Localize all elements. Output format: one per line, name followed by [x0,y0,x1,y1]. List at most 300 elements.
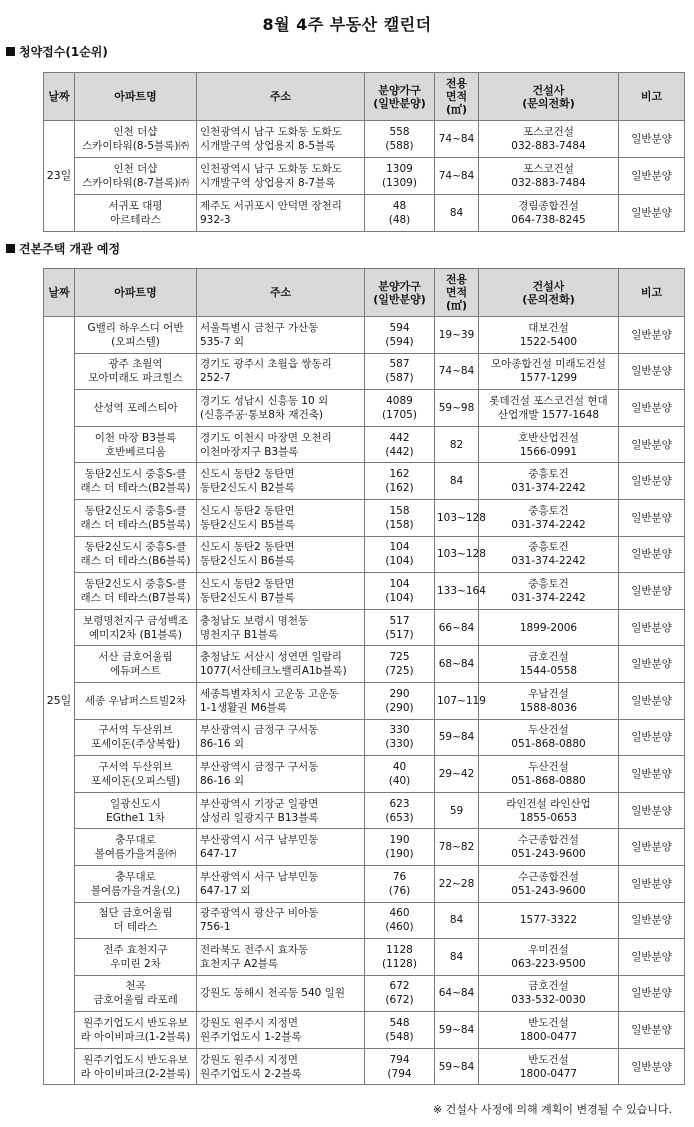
text-line: EGthe1 1차 [106,811,165,824]
text-line: 672 [389,980,410,993]
text-line: (1128) [382,957,417,970]
area-cell [435,902,479,939]
text-line: 051-868-0880 [511,774,586,787]
section-heading-text: 청약접수(1순위) [19,45,108,59]
text-line: 1-1생활권 M6블록 [200,701,287,714]
table-row [44,317,685,354]
table-row [44,609,685,646]
text-line: 래스 더 테라스(B5블록) [80,518,191,531]
note-cell [619,865,685,902]
apartment-name-cell [75,195,197,232]
builder-cell [479,792,619,829]
note-cell [619,609,685,646]
text-line: 포스코건설 [523,126,574,138]
units-cell [365,158,435,195]
text-line: 일반분양 [631,365,672,378]
text-line: G밸리 하우스디 어반 [87,321,184,334]
builder-cell [479,609,619,646]
units-cell [365,646,435,683]
note-cell [619,719,685,756]
text-line: 두산건설 [528,724,569,737]
apartment-name-cell [75,536,197,573]
text-line: 548 [389,1017,410,1030]
text-line: 033-532-0030 [511,994,586,1007]
text-line: 647-17 [200,848,238,861]
text-line: (오피스텔) [111,335,160,348]
text-line: 더 테라스 [113,921,158,934]
text-line: 330 [389,724,410,737]
text-line: (40) [388,774,411,787]
apartment-name-cell [75,158,197,195]
units-cell [365,1048,435,1085]
text-line: 산성역 포레스티아 [93,401,178,414]
builder-cell [479,390,619,427]
text-line: (일반분양) [373,96,426,110]
text-line: 볼여름가을겨울(오) [90,884,181,897]
builder-header [479,269,619,317]
text-line: 부산광역시 기장군 일광면 [200,797,319,810]
note-cell [619,682,685,719]
apartment-name-cell [75,573,197,610]
text-line: 인천광역시 남구 도화동 도화도 [200,126,342,138]
table-row [44,121,685,158]
units-cell [365,463,435,500]
apartment-name-cell [75,609,197,646]
text-line: 일반분양 [631,731,672,744]
text-line: 첨단 금호어울림 [98,907,173,920]
text-line: 경기도 이천시 마장면 오천리 [200,431,332,444]
note-cell [619,121,685,158]
text-line: 인천 더샵 [113,126,158,138]
header-row [44,73,685,121]
text-line: 구서역 두산위브 [98,724,173,737]
square-bullet-icon [6,244,15,253]
text-line: (672) [385,994,414,1007]
text-line: 051-868-0880 [511,738,586,751]
table-row [44,463,685,500]
text-line: 063-223-9500 [511,957,586,970]
apartment-name-header [75,73,197,121]
text-line: 932-3 [200,214,231,226]
note-cell [619,1048,685,1085]
text-line: 558 [389,126,410,138]
date-cell: 23일 [44,121,75,232]
text-line: 일반분양 [631,328,672,341]
text-line: 290 [389,687,410,700]
date-header [44,269,75,317]
text-line: 금호어울림 라포레 [93,994,178,1007]
table-row [44,353,685,390]
text-line: 일반분양 [631,950,672,963]
text-line: 일반분양 [631,511,672,524]
text-line: 원주기업도시 반도유보 [83,1017,188,1030]
text-line: 호반베르디움 [105,445,166,458]
model-house-table [43,268,685,1085]
area-cell [435,463,479,500]
text-line: 스카이타워(8-7블록)㈜ [82,177,189,189]
apartment-name-cell [75,975,197,1012]
text-line: 594 [389,321,410,334]
text-line: 아르테라스 [110,214,161,226]
table-row [44,975,685,1012]
text-line: 133~164 [437,584,486,597]
text-line: 일반분양 [631,133,672,145]
apartment-name-cell [75,902,197,939]
table-row [44,573,685,610]
text-line: (1309) [382,177,417,189]
note-cell [619,792,685,829]
text-line: 래스 더 테라스(B6블록) [80,555,191,568]
text-line: 587 [389,358,410,371]
text-line: (㎡) [445,103,468,116]
text-line: 강원도 동해시 천곡동 540 일원 [200,987,345,1000]
text-line: 29~42 [438,767,475,780]
units-cell [365,829,435,866]
builder-cell [479,499,619,536]
text-line: (104) [385,555,414,568]
text-line: 대보건설 [528,321,569,334]
text-line: 40 [392,760,407,773]
builder-cell [479,463,619,500]
date-header [44,73,75,121]
text-line: 이천마장지구 B3블록 [200,445,299,458]
text-line: 051-243-9600 [511,848,586,861]
text-line: 서귀포 대평 [108,200,163,212]
text-line: 66~84 [438,621,475,634]
text-line: 광주광역시 광산구 비아동 [200,907,319,920]
apartment-name-cell [75,353,197,390]
units-cell [365,1012,435,1049]
area-header [435,73,479,121]
address-cell [197,829,365,866]
text-line: (162) [385,482,414,495]
area-cell [435,573,486,610]
text-line: 일반분양 [631,694,672,707]
text-line: 동탄2신도시 중흥S-클 [84,541,187,554]
text-line: 원주기업도시 1-2블록 [200,1031,302,1044]
text-line: 제주도 서귀포시 안덕면 장천리 [200,200,342,212]
text-line: 비고 [640,90,663,103]
text-line: 신도시 동탄2 동탄면 [200,504,295,517]
table-row [44,158,685,195]
text-line: 86-16 외 [200,738,244,751]
text-line: 일반분양 [631,170,672,182]
text-line: 252-7 [200,372,231,385]
text-line: 일반분양 [631,987,672,1000]
text-line: 031-374-2242 [511,591,586,604]
note-cell [619,902,685,939]
address-cell [197,463,365,500]
text-line: 래스 더 테라스(B7블록) [80,591,191,604]
text-line: 서산 금호어울림 [98,651,173,664]
text-line: (190) [385,848,414,861]
text-line: (신흥주공·통보8차 재건축) [200,408,323,421]
table-row [44,1012,685,1049]
text-line: 분양가구 [378,279,421,293]
text-line: 인천광역시 남구 도화동 도화도 [200,163,342,175]
area-cell [435,158,479,195]
header-row [44,269,685,317]
note-cell [619,939,685,976]
apartment-name-cell [75,499,197,536]
units-cell [365,195,435,232]
units-cell [365,536,435,573]
text-line: 78~82 [438,841,475,854]
units-cell [365,865,435,902]
apartment-name-cell [75,719,197,756]
text-line: 일광신도시 [110,797,161,810]
text-line: 천곡 [125,980,146,993]
text-line: 59~84 [438,731,475,744]
text-line: 103~128 [437,548,486,561]
note-cell [619,536,685,573]
area-cell [435,353,479,390]
text-line: 전용 [445,273,468,286]
apartment-name-cell [75,390,197,427]
text-line: 1522-5400 [519,335,578,348]
text-line: 59~84 [438,1024,475,1037]
note-cell [619,829,685,866]
note-cell [619,499,685,536]
address-cell [197,499,365,536]
text-line: 충무대로 [115,834,156,847]
apartment-name-cell [75,121,197,158]
text-line: 84 [449,475,464,488]
text-line: (290) [385,701,414,714]
text-line: (587) [385,372,414,385]
area-cell [435,719,479,756]
text-line: 103~128 [437,511,486,524]
text-line: 경기도 성남시 신흥동 10 외 [200,394,329,407]
square-bullet-icon [6,47,15,56]
builder-cell [479,646,619,683]
builder-cell [479,158,619,195]
apartment-name-cell [75,317,197,354]
text-line: 세종 우남퍼스트빌2차 [84,694,187,707]
units-cell [365,719,435,756]
address-cell [197,390,365,427]
text-line: 일반분양 [631,1024,672,1037]
text-line: 반도건설 [528,1053,569,1066]
units-header [365,269,435,317]
text-line: 주소 [269,90,292,103]
note-cell [619,195,685,232]
note-cell [619,426,685,463]
address-cell [197,536,365,573]
text-line: 수근종합건설 [518,834,579,847]
text-line: 동탄2신도시 중흥S-클 [84,504,187,517]
units-cell [365,573,435,610]
text-line: 서울특별시 금천구 가산동 [200,321,319,334]
text-line: 1855-0653 [519,811,578,824]
note-cell [619,158,685,195]
text-line: 분양가구 [378,83,421,97]
text-line: 광주 초월역 [108,358,163,371]
address-cell [197,426,365,463]
apartment-name-cell [75,865,197,902]
address-cell [197,158,365,195]
text-line: 190 [389,834,410,847]
builder-cell [479,426,619,463]
table-row [44,756,685,793]
text-line: (588) [385,140,414,152]
area-cell [435,865,479,902]
text-line: 1899-2006 [519,621,578,634]
area-cell [435,121,479,158]
text-line: 라 아이비파크(1-2블록) [80,1031,191,1044]
area-cell [435,975,479,1012]
text-line: (48) [388,214,411,226]
text-line: 신도시 동탄2 동탄면 [200,577,295,590]
table-row [44,792,685,829]
note-cell [619,573,685,610]
text-line: 032-883-7484 [511,140,586,152]
text-line: 59 [449,804,464,817]
text-line: 동탄2신도시 B7블록 [200,591,295,604]
text-line: 주소 [269,286,292,299]
text-line: 시개발구역 상업용지 8-5블록 [200,140,336,152]
note-cell [619,1012,685,1049]
text-line: 삼성리 일광지구 B13블록 [200,811,319,824]
text-line: 동탄2신도시 B5블록 [200,518,295,531]
text-line: 부산광역시 금정구 구서동 [200,724,319,737]
area-cell [435,536,486,573]
text-line: 일반분양 [631,658,672,671]
table-row [44,719,685,756]
table-row [44,939,685,976]
text-line: 일반분양 [631,804,672,817]
text-line: 517 [389,614,410,627]
text-line: 부산광역시 서구 남부민동 [200,870,319,883]
text-line: (일반분양) [373,292,426,306]
text-line: 롯데건설 포스코건설 현대 [489,394,608,407]
apartment-name-cell [75,1048,197,1085]
text-line: 일반분양 [631,438,672,451]
text-line: 1588-8036 [519,701,578,714]
builder-cell [479,121,619,158]
text-line: 두산건설 [528,760,569,773]
area-header [435,269,479,317]
text-line: 모아미래도 파크힐스 [88,372,183,385]
text-line: 면적 [445,286,468,299]
text-line: (460) [385,921,414,934]
text-line: 1577-1299 [519,372,578,385]
apartment-name-header [75,269,197,317]
text-line: 보령명천지구 금성백조 [83,614,188,627]
builder-cell [479,353,619,390]
text-line: 일반분양 [631,621,672,634]
text-line: 중흥토건 [528,541,569,554]
text-line: 일반분양 [631,207,672,219]
text-line: 예미지2차 (B1블록) [89,628,182,641]
table-row [44,426,685,463]
text-line: 1800-0477 [519,1031,578,1044]
text-line: 74~84 [438,133,475,145]
text-line: 1800-0477 [519,1067,578,1080]
address-cell [197,792,365,829]
apartment-name-cell [75,463,197,500]
text-line: 동탄2신도시 B2블록 [200,482,295,495]
text-line: 라 아이비파크(2-2블록) [80,1067,191,1080]
text-line: 59~98 [438,401,475,414]
text-line: 구서역 두산위브 [98,760,173,773]
note-cell [619,390,685,427]
text-line: 647-17 외 [200,884,251,897]
text-line: 날짜 [48,286,70,299]
subscription-table [43,72,685,232]
text-line: 794 [389,1053,410,1066]
text-line: 68~84 [438,658,475,671]
text-line: 535-7 외 [200,335,244,348]
apartment-name-cell [75,682,197,719]
text-line: (594) [385,335,414,348]
builder-header [479,73,619,121]
text-line: 모아종합건설 미래도건설 [491,358,606,371]
area-cell [435,646,479,683]
units-cell [365,682,435,719]
address-cell [197,939,365,976]
text-line: 전주 효천지구 [103,943,168,956]
text-line: 충무대로 [115,870,156,883]
address-cell [197,865,365,902]
text-line: (725) [385,665,414,678]
text-line: 전용 [445,77,468,90]
text-line: 48 [392,200,407,212]
area-cell [435,939,479,976]
text-line: 볼여름가을겨울㈜ [94,848,177,861]
text-line: 시개발구역 상업용지 8-7블록 [200,177,336,189]
apartment-name-cell [75,756,197,793]
apartment-name-cell [75,426,197,463]
note-cell [619,646,685,683]
text-line: 1309 [386,163,413,175]
address-cell [197,682,365,719]
table-row [44,829,685,866]
area-cell [435,756,479,793]
apartment-name-cell [75,792,197,829]
section-heading-text: 견본주택 개관 예정 [19,242,121,256]
builder-cell [479,573,619,610]
table-row [44,499,685,536]
section-heading-model-house [6,240,120,257]
text-line: 에듀퍼스트 [110,665,161,678]
address-cell [197,719,365,756]
text-line: 스카이타워(8-5블록)㈜ [82,140,189,152]
text-line: 107~119 [437,694,486,707]
text-line: 1077(서산테크노밸리A1b블록) [200,665,347,678]
text-line: 전라북도 전주시 효자동 [200,943,309,956]
text-line: (76) [388,884,411,897]
text-line: (문의전화) [522,292,575,306]
address-cell [197,1048,365,1085]
table-row [44,902,685,939]
table-row [44,865,685,902]
table-row [44,390,685,427]
area-cell [435,609,479,646]
text-line: 동탄2신도시 중흥S-클 [84,577,187,590]
text-line: 날짜 [48,90,70,103]
units-cell [365,499,435,536]
builder-cell [479,317,619,354]
text-line: 우남건설 [528,687,569,700]
text-line: 일반분양 [631,548,672,561]
text-line: 일반분양 [631,841,672,854]
apartment-name-cell [75,646,197,683]
text-line: 산업개발 1577-1648 [497,408,600,421]
text-line: 158 [389,504,410,517]
text-line: 623 [389,797,410,810]
text-line: 신도시 동탄2 동탄면 [200,541,295,554]
